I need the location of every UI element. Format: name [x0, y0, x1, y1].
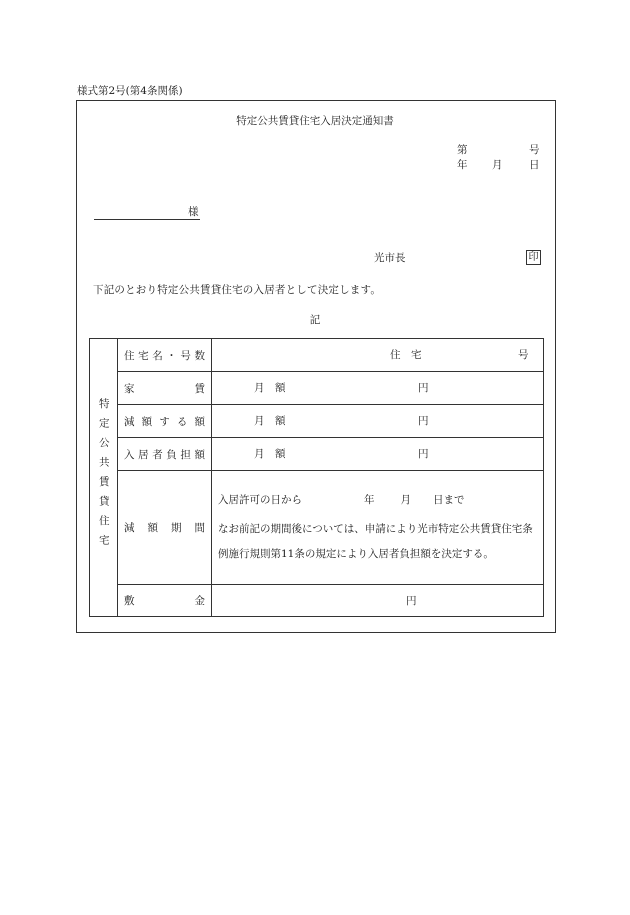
table-row-period	[90, 471, 544, 585]
table-row-burden	[90, 438, 544, 471]
label-reduction	[118, 405, 212, 438]
burden-yen: 円	[418, 447, 429, 460]
rent-getsugaku: 月 額	[254, 381, 286, 394]
label-char: 敷	[124, 595, 135, 607]
label-chars	[124, 381, 205, 396]
label-char: 金	[194, 595, 205, 607]
rent-yen: 円	[418, 381, 429, 394]
label-char: 担	[180, 448, 191, 461]
label-char: 居	[138, 448, 149, 461]
value-deposit	[212, 585, 544, 617]
period-note: なお前記の期間後については、申請により光市特定公共賃貸住宅条例施行規則第11条の規定により入居者負担額を決定する。	[218, 523, 533, 560]
label-char: 減	[124, 522, 135, 534]
date-day: 日	[529, 159, 540, 171]
label-char: 賃	[194, 382, 205, 395]
period-year: 年	[364, 494, 375, 506]
table-row-housing	[90, 339, 544, 372]
label-burden	[118, 438, 212, 471]
label-char: 家	[124, 382, 135, 395]
label-housing	[118, 339, 212, 372]
date-year: 年	[457, 159, 468, 171]
label-chars	[124, 348, 205, 363]
number-suffix: 号	[529, 144, 540, 156]
ki-heading: 記	[309, 314, 321, 326]
label-char: 額	[141, 415, 153, 428]
label-char: 期	[171, 522, 182, 534]
table-row-deposit	[90, 585, 544, 617]
addressee-line	[94, 219, 200, 220]
housing-jutaku: 住 宅	[390, 348, 422, 361]
period-until: 日まで	[433, 494, 465, 506]
addressee-suffix: 様	[188, 206, 199, 218]
label-rent	[118, 372, 212, 405]
label-chars	[124, 520, 205, 535]
label-char: 額	[194, 448, 205, 461]
value-burden	[212, 438, 544, 471]
decision-table	[89, 338, 544, 617]
table-row-reduction	[90, 405, 544, 438]
value-housing	[212, 339, 544, 372]
label-char: 減	[124, 415, 135, 428]
period-month: 月	[400, 494, 411, 506]
label-char: 号	[180, 349, 191, 362]
label-char: 住	[124, 349, 135, 362]
deposit-yen: 円	[406, 594, 417, 607]
number-prefix: 第	[457, 144, 468, 156]
label-char: す	[159, 415, 170, 428]
label-char: ・	[166, 349, 177, 362]
period-from: 入居許可の日から	[218, 494, 302, 506]
label-char: る	[176, 415, 188, 428]
document-title: 特定公共賃貸住宅入居決定通知書	[236, 115, 394, 127]
date-month: 月	[492, 159, 503, 171]
label-char: 負	[166, 448, 177, 461]
label-chars	[124, 593, 205, 608]
housing-go: 号	[518, 348, 529, 361]
side-label-cell	[90, 339, 118, 617]
label-char: 者	[152, 448, 163, 461]
label-char: 入	[124, 448, 135, 461]
label-char: 数	[194, 349, 205, 362]
value-rent	[212, 372, 544, 405]
reduction-yen: 円	[418, 414, 429, 427]
label-char: 宅	[138, 349, 149, 362]
label-char: 間	[194, 522, 205, 534]
reduction-getsugaku: 月 額	[254, 414, 286, 427]
label-chars	[124, 414, 205, 429]
label-chars	[124, 447, 205, 462]
value-period	[212, 471, 544, 585]
value-reduction	[212, 405, 544, 438]
issuer-name: 光市長	[374, 252, 406, 264]
burden-getsugaku: 月 額	[254, 447, 286, 460]
table-row-rent	[90, 372, 544, 405]
label-deposit	[118, 585, 212, 617]
body-text: 下記のとおり特定公共賃貸住宅の入居者として決定します。	[93, 284, 382, 296]
period-range	[218, 488, 537, 513]
label-char: 額	[147, 522, 158, 534]
seal-box: 印	[526, 250, 541, 265]
form-label: 様式第2号(第4条関係)	[77, 85, 183, 97]
label-char: 額	[194, 415, 205, 428]
label-char: 名	[152, 349, 163, 362]
label-period	[118, 471, 212, 585]
side-label: 特定公共賃貸住宅	[97, 398, 110, 554]
